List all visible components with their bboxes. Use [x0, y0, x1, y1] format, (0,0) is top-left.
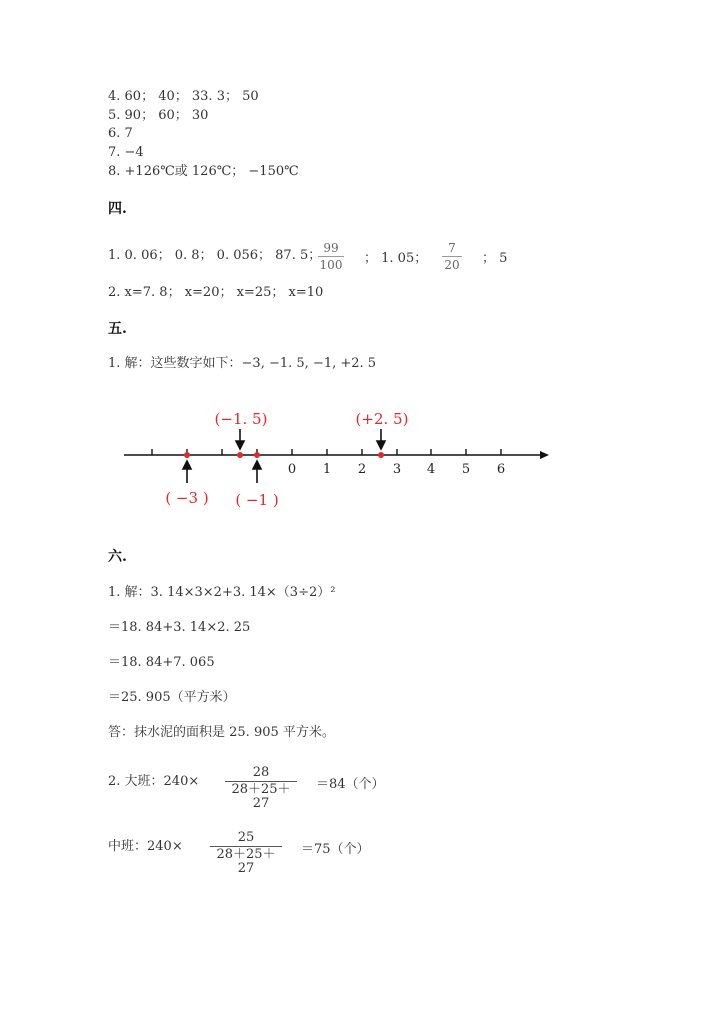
- point-minus-1-5: [237, 452, 243, 458]
- arrow-up-icon: [183, 461, 191, 469]
- arrow-down-icon: [377, 441, 385, 449]
- tick-label: 2: [357, 462, 367, 477]
- number-line: [124, 410, 549, 509]
- answer-line-6: 6. 7: [108, 126, 133, 141]
- q1-mid: ； 1. 05；: [364, 251, 428, 266]
- calc-line-2: ＝18. 84+3. 14×2. 25: [108, 620, 251, 635]
- q2-line: 2. x=7. 8； x=20； x=25； x=10: [108, 285, 324, 300]
- fraction-7-20: $\frac{7}{20}$: [442, 241, 462, 272]
- tick-label: 5: [461, 462, 471, 477]
- label-minus-1-5: (−1. 5): [214, 410, 268, 428]
- number-line-figure: [0, 395, 720, 520]
- section-heading-5: 五.: [108, 321, 127, 337]
- q2-big-prefix: 2. 大班：240×: [108, 774, 200, 789]
- label-plus-2-5: (+2. 5): [355, 410, 409, 428]
- point-plus-2-5: [378, 452, 384, 458]
- fraction-99-100: $\frac{99}{100}$: [319, 241, 343, 272]
- q2-mid-suffix: ＝75（个）: [301, 842, 370, 857]
- tick-label: 4: [426, 462, 436, 477]
- point-minus-3: [184, 452, 190, 458]
- answer-line-5: 5. 90； 60； 30: [108, 108, 209, 123]
- arrow-down-icon: [236, 441, 244, 449]
- tick-label: 1: [322, 462, 332, 477]
- section-heading-6: 六.: [108, 549, 127, 565]
- q1-suffix: ； 5: [482, 251, 508, 266]
- arrow-up-icon: [253, 461, 261, 469]
- fraction-mid-class: $\frac{25}{28+25+27}$: [210, 831, 282, 876]
- section-heading-4: 四.: [108, 201, 127, 217]
- arrow-head-icon: [540, 451, 549, 459]
- label-minus-3: ( −3 ): [165, 489, 209, 507]
- calc-line-4: ＝25. 905（平方米）: [108, 690, 236, 705]
- point-minus-1: [254, 452, 260, 458]
- answer-line-8: 8. +126℃或 126℃； −150℃: [108, 164, 299, 179]
- answer-line: 答：抹水泥的面积是 25. 905 平方米。: [108, 725, 335, 740]
- answer-line-4: 4. 60； 40； 33. 3； 50: [108, 89, 259, 104]
- calc-line-3: ＝18. 84+7. 065: [108, 655, 215, 670]
- calc-line-1: 1. 解：3. 14×3×2+3. 14×（3÷2）²: [108, 585, 336, 600]
- q1-prefix: 1. 0. 06； 0. 8； 0. 056； 87. 5；: [108, 248, 322, 263]
- q1-line: 1. 解：这些数字如下：−3, −1. 5, −1, +2. 5: [108, 356, 377, 371]
- q2-big-suffix: ＝84（个）: [316, 777, 385, 792]
- q2-mid-prefix: 中班：240×: [108, 839, 183, 854]
- answer-line-7: 7. −4: [108, 145, 144, 160]
- fraction-big-class: $\frac{28}{28+25+27}$: [225, 766, 297, 811]
- tick-label: 0: [287, 462, 297, 477]
- tick-label: 6: [496, 462, 506, 477]
- tick-label: 3: [392, 462, 402, 477]
- label-minus-1: ( −1 ): [235, 491, 279, 509]
